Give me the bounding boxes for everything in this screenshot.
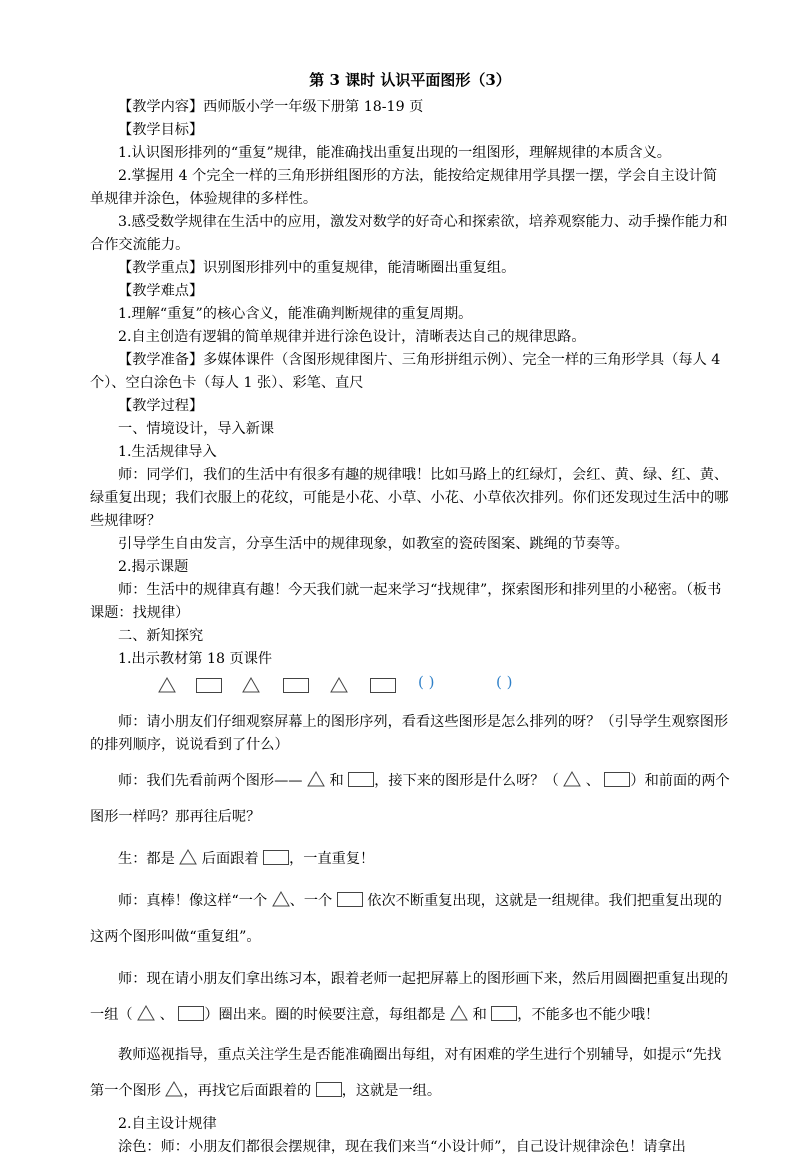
teacher-paragraph-5 xyxy=(90,883,730,955)
paint-paragraph: 涂色：师：小朋友们都很会摆规律，现在我们来当“小设计师”，自己设计规律涂色！请拿出 xyxy=(118,1139,686,1155)
rectangle-icon xyxy=(316,1082,342,1097)
text-segment: ，接下来的图形是什么呀？（ xyxy=(374,773,559,789)
answer-blank-2: ( ) xyxy=(496,673,513,691)
triangle-icon xyxy=(450,1005,468,1021)
text-segment: 、一个 xyxy=(289,893,333,909)
content-line xyxy=(90,96,730,119)
text-segment: ，一直重复！ xyxy=(289,851,375,867)
rectangle-icon xyxy=(348,772,374,787)
section-2-heading: 二、新知探究 xyxy=(118,628,204,644)
text-segment: ，不能多也不能少哦！ xyxy=(517,1007,660,1023)
rectangle-icon xyxy=(491,1006,517,1021)
text-segment: 师：我们先看前两个图形—— xyxy=(118,773,303,789)
text-segment: 、 xyxy=(585,773,600,789)
rectangle-icon xyxy=(178,1006,204,1021)
text-segment: ，这就是一组。 xyxy=(341,1083,442,1099)
teacher-paragraph-4 xyxy=(90,763,730,835)
process-label: 【教学过程】 xyxy=(118,398,204,414)
teacher-paragraph-1: 师：同学们，我们的生活中有很多有趣的规律哦！比如马路上的红绿灯，会红、黄、绿、红、黄、绿重复出现；我们衣服上的花纹，可能是小花、小草、小花、小草依次排列。你们还发现过生活中的哪些规律呀？ xyxy=(90,467,729,529)
rectangle-icon xyxy=(337,892,363,907)
teacher-paragraph-2: 师：生活中的规律真有趣！今天我们就一起来学习“找规律”，探索图形和排列里的小秘密。（板书课题：找规律） xyxy=(90,582,722,621)
text-segment: 、 xyxy=(159,1007,174,1023)
section-1-1-heading: 1.生活规律导入 xyxy=(118,444,217,460)
rectangle-icon xyxy=(604,772,630,787)
triangle-icon xyxy=(307,771,325,787)
rectangle-icon xyxy=(196,678,222,693)
text-segment: 师：现在请小朋友们拿出练习本，跟着老师一起把屏幕上的图形画下来，然后用圆圈把重复出现的一组（ xyxy=(90,971,729,1023)
text-segment: 生：都是 xyxy=(118,851,175,867)
triangle-icon xyxy=(563,771,581,787)
text-segment: 教师巡视指导，重点关注学生是否能准确圈出每组，对有困难的学生进行个别辅导，如提示“先找第一个图形 xyxy=(90,1047,722,1099)
triangle-icon xyxy=(137,1005,155,1021)
text-segment: ，再找它后面跟着的 xyxy=(183,1083,312,1099)
teacher-paragraph-7 xyxy=(90,1037,730,1109)
triangle-icon xyxy=(158,677,176,693)
document-page xyxy=(90,68,730,1159)
text-segment: 后面跟着 xyxy=(201,851,259,867)
content-text: 西师版小学一年级下册第 18-19 页 xyxy=(203,99,424,115)
rectangle-icon xyxy=(283,678,309,693)
content-label: 【教学内容】 xyxy=(118,99,204,115)
text-segment: ）圈出来。圈的时候要注意，每组都是 xyxy=(204,1007,446,1023)
answer-blank-1: ( ) xyxy=(418,673,435,691)
difficulty-2: 2.自主创造有逻辑的简单规律并进行涂色设计，清晰表达自己的规律思路。 xyxy=(118,329,586,345)
text-segment: ）和前面的两个图形一样吗？那再往后呢？ xyxy=(90,773,730,825)
section-1-2-heading: 2.揭示课题 xyxy=(118,559,189,575)
goal-2: 2.掌握用 4 个完全一样的三角形拼组图形的方法，能按给定规律用学具摆一摆，学会自主设计简单规律并涂色，体验规律的多样性。 xyxy=(90,168,718,207)
triangle-icon xyxy=(330,677,348,693)
prep-label: 【教学准备】 xyxy=(118,352,204,368)
teacher-paragraph-3: 师：请小朋友们仔细观察屏幕上的图形序列，看看这些图形是怎么排列的呀？（引导学生观察图形的排列顺序，说说看到了什么） xyxy=(90,714,729,753)
key-line xyxy=(90,257,730,280)
text-segment: 依次不断重复出现，这就是一组规律。我们把重复出现的这两个图形叫做“重复组”。 xyxy=(90,893,722,945)
goals-label: 【教学目标】 xyxy=(118,122,204,138)
text-segment: 和 xyxy=(472,1007,487,1023)
section-2-2-heading: 2.自主设计规律 xyxy=(118,1116,217,1132)
difficulty-label: 【教学难点】 xyxy=(118,283,204,299)
teacher-paragraph-6 xyxy=(90,961,730,1033)
section-2-1-heading: 1.出示教材第 18 页课件 xyxy=(118,651,273,667)
student-paragraph-1 xyxy=(90,841,730,877)
triangle-icon xyxy=(179,849,197,865)
text-segment: 和 xyxy=(329,773,344,789)
key-text: 识别图形排列中的重复规律，能清晰圈出重复组。 xyxy=(203,260,516,276)
guide-paragraph-1: 引导学生自由发言，分享生活中的规律现象，如教室的瓷砖图案、跳绳的节奏等。 xyxy=(118,536,629,552)
page-title: 第 3 课时 认识平面图形（3） xyxy=(309,71,511,89)
difficulty-1: 1.理解“重复”的核心含义，能准确判断规律的重复周期。 xyxy=(118,306,473,322)
triangle-icon xyxy=(272,891,290,907)
prep-line xyxy=(90,349,730,395)
triangle-icon xyxy=(242,677,260,693)
rectangle-icon xyxy=(263,850,289,865)
triangle-icon xyxy=(165,1081,183,1097)
section-1-heading: 一、情境设计，导入新课 xyxy=(118,421,275,437)
prep-text: 多媒体课件（含图形规律图片、三角形拼组示例）、完全一样的三角形学具（每人 4 个）、空白涂色卡（每人 1 张）、彩笔、直尺 xyxy=(90,352,721,391)
goal-3: 3.感受数学规律在生活中的应用，激发对数学的好奇心和探索欲，培养观察能力、动手操作能力和合作交流能力。 xyxy=(90,214,728,253)
rectangle-icon xyxy=(370,678,396,693)
text-segment: 师：真棒！像这样“一个 xyxy=(118,893,268,909)
shape-sequence xyxy=(90,671,730,701)
key-label: 【教学重点】 xyxy=(118,260,204,276)
goal-1: 1.认识图形排列的“重复”规律，能准确找出重复出现的一组图形，理解规律的本质含义。 xyxy=(118,145,671,161)
